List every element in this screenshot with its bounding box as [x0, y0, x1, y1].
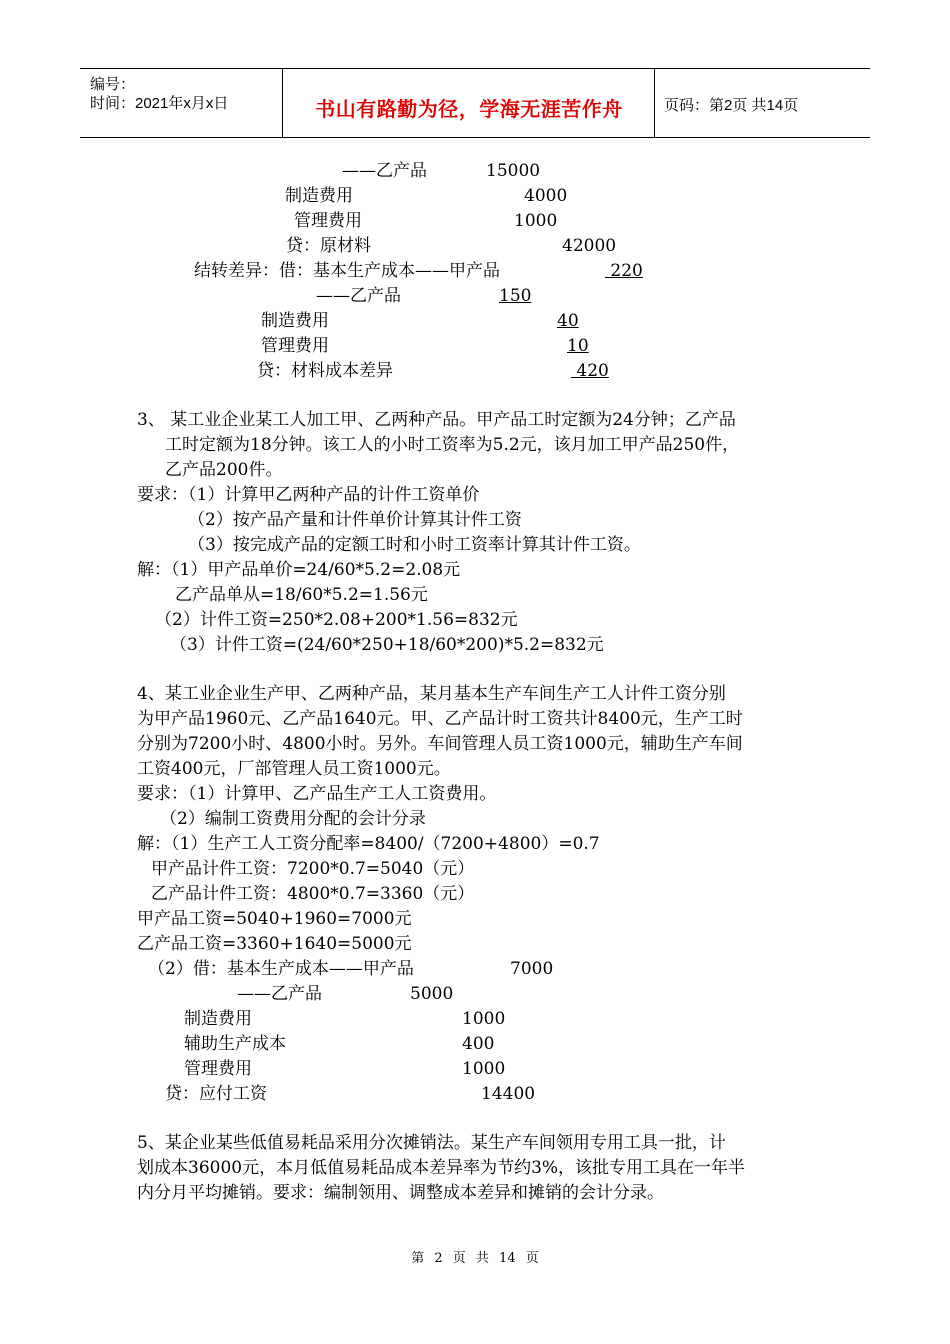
q5-text: 5、某企业某些低值易耗品采用分次摊销法。某生产车间领用专用工具一批，计	[137, 1133, 726, 1153]
q3-solution: （3）计件工资=(24/60*250+18/60*200)*5.2=832元	[170, 635, 604, 655]
q5-text: 内分月平均摊销。要求：编制领用、调整成本差异和摊销的会计分录。	[137, 1183, 664, 1203]
q4-solution: 乙产品计件工资：4800*0.7=3360（元）	[151, 884, 475, 904]
q4-text: 4、某工业企业生产甲、乙两种产品，某月基本生产车间生产工人计件工资分别	[137, 684, 726, 704]
entry-amount: 5000	[410, 984, 454, 1004]
entry-account: ——乙产品	[342, 161, 427, 181]
q3-text: 乙产品200件。	[165, 460, 283, 480]
entry-amount: 150	[499, 286, 532, 306]
entry-account: 管理费用	[261, 336, 329, 356]
entry-amount: 7000	[510, 959, 554, 979]
entry-amount: 420	[576, 361, 609, 381]
header-divider	[654, 69, 655, 137]
q3-requirement: 要求：（1）计算甲乙两种产品的计件工资单价	[137, 485, 480, 505]
entry-amount: 1000	[514, 211, 558, 231]
entry-account: 贷：原材料	[286, 236, 371, 256]
entry-account: 制造费用	[261, 311, 329, 331]
time-label: 时间：2021年x月x日	[90, 95, 229, 112]
entry-amount: 4000	[524, 186, 568, 206]
q4-requirement: （2）编制工资费用分配的会计分录	[160, 809, 426, 829]
page-header	[80, 68, 870, 138]
q3-requirement: （3）按完成产品的定额工时和小时工资率计算其计件工资。	[188, 535, 641, 555]
entry-amount: 42000	[562, 236, 617, 256]
number-label: 编号：	[90, 76, 136, 93]
entry-account: 管理费用	[184, 1059, 252, 1079]
entry-amount: 1000	[462, 1059, 506, 1079]
q3-text: 3、 某工业企业某工人加工甲、乙两种产品。甲产品工时定额为24分钟；乙产品	[137, 410, 736, 430]
entry-amount: 10	[567, 336, 589, 356]
entry-account: 管理费用	[294, 211, 362, 231]
q4-text: 工资400元，厂部管理人员工资1000元。	[137, 759, 451, 779]
q4-solution: 甲产品计件工资：7200*0.7=5040（元）	[151, 859, 475, 879]
q4-text: 为甲产品1960元、乙产品1640元。甲、乙产品计时工资共计8400元，生产工时	[137, 709, 743, 729]
q3-solution: 解：（1）甲产品单价=24/60*5.2=2.08元	[137, 560, 461, 580]
q3-solution: 乙产品单从=18/60*5.2=1.56元	[175, 585, 428, 605]
q4-text: 分别为7200小时、4800小时。另外。车间管理人员工资1000元，辅助生产车间	[137, 734, 743, 754]
variance-entry-title: 结转差异：借：基本生产成本——甲产品	[194, 261, 500, 281]
entry-amount: 14400	[481, 1084, 536, 1104]
entry-account: 贷：材料成本差异	[257, 361, 393, 381]
entry-amount: 40	[557, 311, 579, 331]
entry-amount: 220	[610, 261, 643, 281]
entry-account: 制造费用	[285, 186, 353, 206]
entry-account: （2）借：基本生产成本——甲产品	[148, 959, 414, 979]
q3-requirement: （2）按产品产量和计件单价计算其计件工资	[188, 510, 522, 530]
page-footer: 第 2 页 共 14 页	[411, 1251, 539, 1266]
header-page-info: 页码：第2页 共14页	[664, 97, 799, 114]
entry-amount: 400	[462, 1034, 495, 1054]
entry-account: 辅助生产成本	[184, 1034, 286, 1054]
q4-solution: 甲产品工资=5040+1960=7000元	[137, 909, 412, 929]
header-motto: 书山有路勤为径，学海无涯苦作舟	[315, 97, 623, 121]
q4-solution: 乙产品工资=3360+1640=5000元	[137, 934, 412, 954]
entry-account: ——乙产品	[316, 286, 401, 306]
entry-account: 制造费用	[184, 1009, 252, 1029]
q5-text: 划成本36000元，本月低值易耗品成本差异率为节约3%，该批专用工具在一年半	[137, 1158, 746, 1178]
entry-account: 贷：应付工资	[165, 1084, 267, 1104]
q4-requirement: 要求：（1）计算甲、乙产品生产工人工资费用。	[137, 784, 497, 804]
q4-solution: 解：（1）生产工人工资分配率=8400/（7200+4800）=0.7	[137, 834, 600, 854]
entry-amount: 1000	[462, 1009, 506, 1029]
entry-amount: 15000	[486, 161, 541, 181]
q3-text: 工时定额为18分钟。该工人的小时工资率为5.2元，该月加工甲产品250件，	[165, 435, 740, 455]
q3-solution: （2）计件工资=250*2.08+200*1.56=832元	[155, 610, 518, 630]
entry-account: ——乙产品	[237, 984, 322, 1004]
